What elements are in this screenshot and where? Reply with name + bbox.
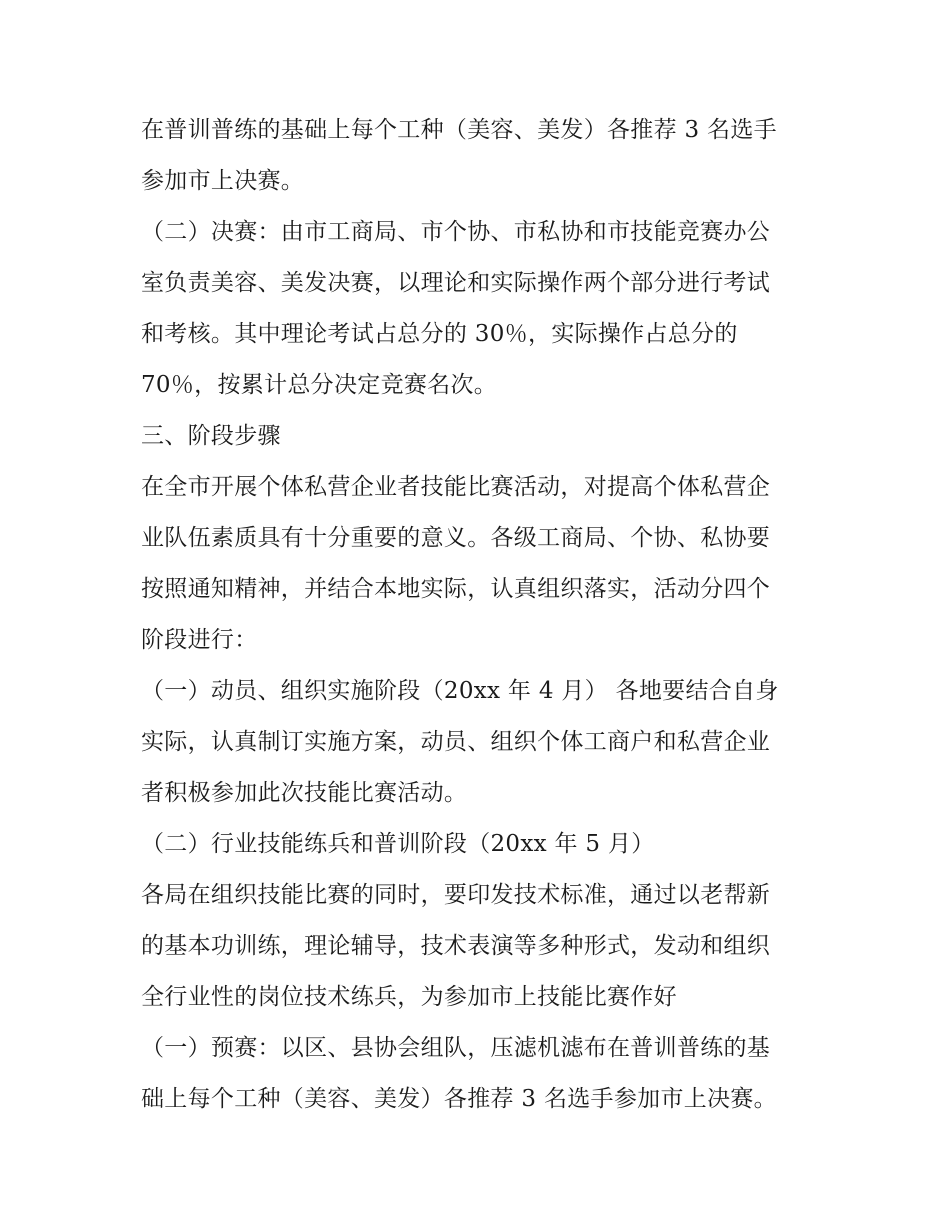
text-line: 的基本功训练，理论辅导，技术表演等多种形式，发动和组织 xyxy=(141,933,771,959)
text-line: 70％，按累计总分决定竞赛名次。 xyxy=(141,372,498,398)
text-line: （一）预赛：以区、县协会组队，压滤机滤布在普训普练的基 xyxy=(141,1035,771,1061)
text-line: 实际，认真制订实施方案，动员、组织个体工商户和私营企业 xyxy=(141,729,771,755)
text-line: 参加市上决赛。 xyxy=(141,168,305,194)
text-line: 全行业性的岗位技术练兵，为参加市上技能比赛作好 xyxy=(141,984,677,1010)
text-line: 室负责美容、美发决赛，以理论和实际操作两个部分进行考试 xyxy=(141,270,771,296)
text-line: 按照通知精神，并结合本地实际，认真组织落实，活动分四个 xyxy=(141,576,771,602)
text-line: 各局在组织技能比赛的同时，要印发技术标准，通过以老帮新 xyxy=(141,882,771,908)
text-line: 础上每个工种（美容、美发）各推荐 3 名选手参加市上决赛。 xyxy=(141,1086,777,1112)
text-line: 者积极参加此次技能比赛活动。 xyxy=(141,780,468,806)
text-line: 在全市开展个体私营企业者技能比赛活动，对提高个体私营企 xyxy=(141,474,771,500)
text-line: 在普训普练的基础上每个工种（美容、美发）各推荐 3 名选手 xyxy=(141,117,777,143)
text-line: （二）决赛：由市工商局、市个协、市私协和市技能竞赛办公 xyxy=(141,219,771,245)
text-line: 和考核。其中理论考试占总分的 30％，实际操作占总分的 xyxy=(141,321,738,347)
text-line: 业队伍素质具有十分重要的意义。各级工商局、个协、私协要 xyxy=(141,525,771,551)
section-heading: 三、阶段步骤 xyxy=(141,423,281,449)
text-line: 阶段进行： xyxy=(141,627,258,653)
document-body xyxy=(141,105,821,1125)
text-line: （二）行业技能练兵和普训阶段（20xx 年 5 月） xyxy=(141,831,655,857)
text-line: （一）动员、组织实施阶段（20xx 年 4 月） 各地要结合自身 xyxy=(141,678,779,704)
